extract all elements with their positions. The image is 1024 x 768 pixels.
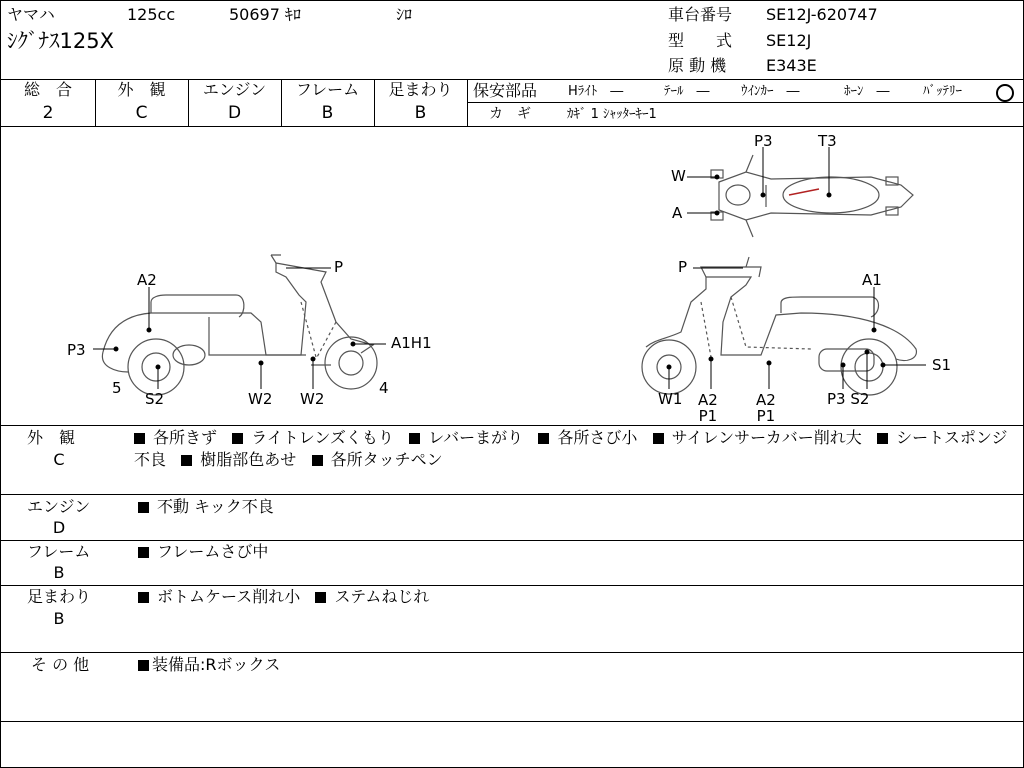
- type-label: 型 式: [668, 31, 733, 50]
- diagram-label-left-5: 5: [112, 379, 122, 397]
- diagram-label-top-p3: P3: [754, 132, 773, 150]
- mileage: 50697 ｷﾛ: [229, 5, 301, 24]
- note-items-suspension: [138, 586, 1008, 608]
- score-label-overall: 総 合: [23, 80, 72, 99]
- note-category-suspension: 足まわり: [27, 587, 92, 606]
- score-label-engine: エンジン: [202, 80, 267, 99]
- body-color: ｼﾛ: [396, 5, 413, 24]
- note-items-frame: [138, 541, 1008, 563]
- score-value-overall: 2: [42, 103, 54, 123]
- score-value-exterior: C: [135, 103, 148, 123]
- bullet-square-icon: [138, 592, 149, 603]
- note-grade-engine: D: [52, 518, 66, 537]
- score-value-frame: B: [321, 103, 334, 123]
- diagram-label-left-w2a: W2: [248, 390, 273, 408]
- diagram-label-left-p3: P3: [67, 341, 86, 359]
- type-value: SE12J: [766, 31, 812, 50]
- divider: [1, 425, 1023, 426]
- bullet-square-icon: [409, 433, 420, 444]
- divider: [1, 721, 1023, 722]
- diagram-label-top-a: A: [672, 204, 683, 222]
- bullet-square-icon: [138, 547, 149, 558]
- battery-ok-circle-icon: [996, 84, 1014, 102]
- safety-headlight: Hﾗｲﾄ ―: [568, 84, 624, 99]
- key-value: ｶｷﾞ 1 ｼｬｯﾀｰｷｰ1: [567, 107, 657, 122]
- note-item: 各所タッチペン: [330, 450, 443, 469]
- bullet-square-icon: [138, 660, 149, 671]
- safety-battery: ﾊﾞｯﾃﾘｰ: [923, 84, 962, 99]
- note-item: フレームさび中: [157, 542, 269, 561]
- diagram-label-right-a2p1b: A2 P1: [756, 391, 776, 425]
- damage-mark-icon: [789, 189, 819, 195]
- displacement: 125cc: [127, 5, 176, 24]
- bullet-square-icon: [877, 433, 888, 444]
- note-grade-frame: B: [53, 563, 65, 582]
- note-items-exterior: [134, 427, 1014, 471]
- note-item: ライトレンズくもり: [251, 428, 394, 447]
- safety-winker: ｳｲﾝｶｰ ―: [741, 84, 800, 99]
- engine-value: E343E: [766, 56, 817, 75]
- score-value-engine: D: [227, 103, 242, 123]
- key-label: カ ギ: [489, 106, 531, 122]
- bullet-square-icon: [181, 455, 192, 466]
- note-category-other: そ の 他: [31, 655, 90, 674]
- bullet-square-icon: [315, 592, 326, 603]
- chassis-label: 車台番号: [668, 5, 733, 24]
- bullet-square-icon: [312, 455, 323, 466]
- diagram-label-right-w1: W1: [658, 390, 683, 408]
- note-item: 各所さび小: [557, 428, 638, 447]
- bullet-square-icon: [138, 502, 149, 513]
- safety-parts-label: 保安部品: [473, 81, 538, 100]
- note-category-engine: エンジン: [27, 497, 91, 516]
- scooter-top-view-icon: [711, 155, 913, 237]
- note-item: レバーまがり: [428, 428, 524, 447]
- diagram-label-left-p: P: [334, 258, 344, 276]
- diagram-label-left-w2b: W2: [300, 390, 325, 408]
- safety-taillight: ﾃｰﾙ ―: [664, 84, 710, 99]
- note-grade-exterior: C: [53, 450, 65, 469]
- note-item: 不動 キック不良: [157, 497, 274, 516]
- chassis-number: SE12J-620747: [766, 5, 878, 24]
- note-item: シートスポンジ不良: [134, 428, 1008, 469]
- note-grade-suspension: B: [53, 609, 65, 628]
- note-items-other: [138, 654, 1008, 676]
- diagram-label-right-a1: A1: [862, 271, 882, 289]
- note-item: 各所きず: [153, 428, 218, 447]
- note-item: ステムねじれ: [334, 587, 430, 606]
- note-item: 樹脂部色あせ: [200, 450, 297, 469]
- diagram-label-left-a1h1: A1H1: [391, 334, 432, 352]
- diagram-label-left-4: 4: [379, 379, 389, 397]
- score-value-suspension: B: [414, 103, 427, 123]
- score-label-exterior: 外 観: [117, 80, 166, 99]
- note-category-frame: フレーム: [27, 542, 91, 561]
- note-item: サイレンサーカバー削れ大: [671, 428, 862, 447]
- bullet-square-icon: [134, 433, 145, 444]
- safety-horn: ﾎｰﾝ ―: [844, 84, 890, 99]
- score-label-suspension: 足まわり: [388, 80, 453, 99]
- diagram-label-right-p3s2: P3 S2: [827, 390, 870, 408]
- diagram-label-top-t3: T3: [818, 132, 837, 150]
- divider: [1, 494, 1023, 495]
- note-category-exterior: 外 観: [27, 428, 76, 447]
- note-items-engine: [138, 496, 1008, 518]
- divider: [1, 652, 1023, 653]
- diagram-label-left-a2: A2: [137, 271, 157, 289]
- bullet-square-icon: [538, 433, 549, 444]
- diagram-label-right-p: P: [678, 258, 688, 276]
- engine-label: 原 動 機: [668, 56, 727, 75]
- model-name: ｼｸﾞﾅｽ125X: [7, 29, 114, 53]
- diagram-label-left-s2: S2: [145, 390, 165, 408]
- diagram-label-right-s1: S1: [932, 356, 952, 374]
- bullet-square-icon: [653, 433, 664, 444]
- maker: ヤマハ: [7, 5, 55, 24]
- note-item: 装備品:Rボックス: [152, 655, 281, 674]
- bullet-square-icon: [232, 433, 243, 444]
- diagram-label-top-w: W: [671, 167, 686, 185]
- divider: [467, 79, 468, 127]
- diagram-label-right-a2p1a: A2 P1: [698, 391, 718, 425]
- note-item: ボトムケース削れ小: [157, 587, 301, 606]
- divider: [467, 102, 1023, 103]
- score-label-frame: フレーム: [295, 80, 360, 99]
